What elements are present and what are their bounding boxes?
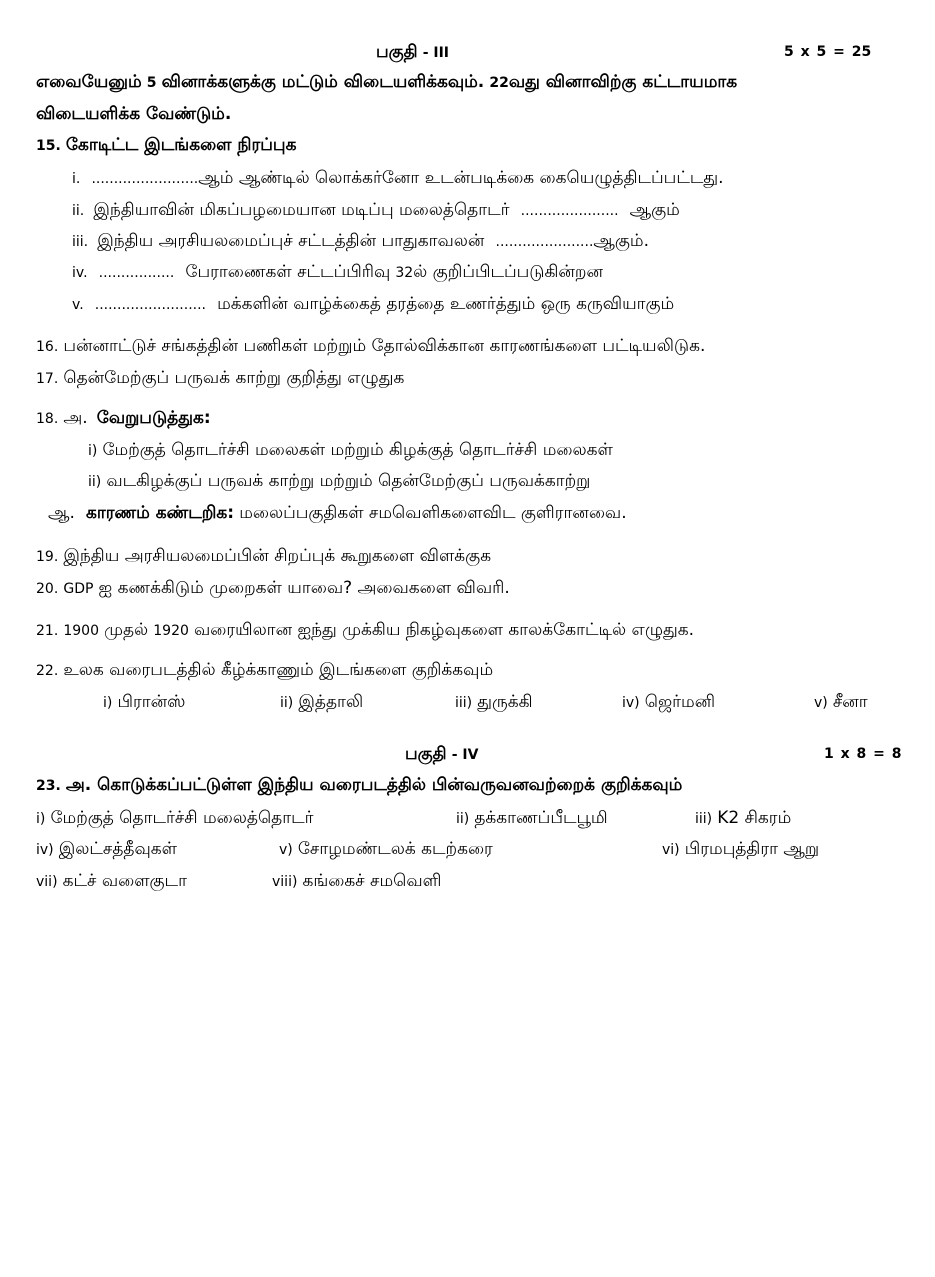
part-label: அ.: [63, 408, 88, 428]
item-number: vii): [36, 874, 58, 890]
question-text: கோடிட்ட இடங்களை நிரப்புக: [65, 135, 297, 155]
item-text: ஆகும்.: [593, 231, 649, 251]
item-text: பேராணைகள் சட்டப்பிரிவு: [185, 262, 391, 282]
instruction-text: எவையேனும்: [36, 72, 142, 92]
q22-option-v: [814, 692, 868, 714]
item-text: இலட்சத்தீவுகள்: [58, 839, 177, 859]
question-text: ஐ கணக்கிடும் முறைகள் யாவை? அவைகளை விவரி.: [98, 578, 510, 598]
item-text: மேற்குத் தொடர்ச்சி மலைத்தொடர்: [50, 808, 314, 828]
item-text: ஆம் ஆண்டில் லொக்கர்னோ உடன்படிக்கை கையெழுத்திடப்பட்டது.: [198, 168, 724, 188]
question-21: [36, 620, 694, 642]
part3-title: [376, 42, 449, 64]
option-number: iv): [622, 695, 640, 711]
question-15: [36, 135, 296, 157]
blank: ........................: [91, 171, 199, 187]
question-23: [36, 775, 682, 797]
option-text: ஜெர்மனி: [644, 692, 716, 712]
item-number: viii): [272, 874, 298, 890]
question-text: பன்னாட்டுச் சங்கத்தின் பணிகள் மற்றும் தோல்விக்கான காரணங்களை பட்டியலிடுக.: [63, 336, 706, 356]
q15-item-i: [72, 168, 724, 190]
question-number: 21.: [36, 623, 59, 639]
q18-item-ii: [88, 471, 590, 493]
part4-marks: 1 x 8 = 8: [824, 746, 902, 762]
option-text: பிரான்ஸ்: [117, 692, 186, 712]
option-text: சீனா: [832, 692, 868, 712]
item-text: கங்கைச் சமவெளி: [302, 871, 442, 891]
blank: ......................: [520, 203, 619, 219]
instruction-number: 5: [146, 75, 157, 91]
item-text: மேற்குத் தொடர்ச்சி மலைகள் மற்றும் கிழக்குத் தொடர்ச்சி மலைகள்: [102, 440, 613, 460]
question-text: வேறுபடுத்துக:: [96, 408, 211, 428]
q15-item-iii: [72, 231, 649, 253]
item-number: ii): [456, 811, 470, 827]
item-number: ii): [88, 474, 102, 490]
q23-item-v: [279, 839, 493, 861]
q23-item-vii: [36, 871, 187, 893]
q22-option-iii: [455, 692, 533, 714]
question-16: [36, 336, 705, 358]
question-number: 15.: [36, 138, 61, 154]
option-number: ii): [280, 695, 294, 711]
part3-title-word: பகுதி: [376, 42, 418, 62]
item-number: i): [36, 811, 46, 827]
item-text: K2 சிகரம்: [717, 808, 792, 828]
part4-title-num: - IV: [451, 747, 479, 763]
item-text: மக்களின் வாழ்க்கைத் தரத்தை உணர்த்தும் ஒரு கருவியாகும்: [217, 294, 675, 314]
question-number: 23.: [36, 778, 61, 794]
item-text: ஆகும்: [629, 200, 680, 220]
q23-item-iii: [695, 808, 791, 830]
blank: .................: [98, 265, 175, 281]
question-17: [36, 368, 404, 390]
item-number: iii.: [72, 234, 89, 250]
item-text: இந்தியாவின் மிகப்பழமையான மடிப்பு மலைத்தொடர்: [93, 200, 510, 220]
part3-instruction-line2: விடையளிக்க வேண்டும்.: [36, 104, 232, 124]
item-number: ii.: [72, 203, 85, 219]
q15-item-iv: [72, 262, 603, 284]
question-number: 17.: [36, 371, 59, 387]
question-text: உலக வரைபடத்தில் கீழ்க்காணும் இடங்களை குறிக்கவும்: [63, 660, 494, 680]
question-text: இந்திய அரசியலமைப்பின் சிறப்புக் கூறுகளை விளக்குக: [63, 546, 492, 566]
instruction-text: வது வினாவிற்கு கட்டாயமாக: [508, 72, 738, 92]
item-number: i): [88, 443, 98, 459]
q23-item-viii: [272, 871, 441, 893]
item-number: iv): [36, 842, 54, 858]
abbreviation: GDP: [63, 581, 94, 597]
question-text: வரையிலான ஐந்து முக்கிய நிகழ்வுகளை காலக்கோட்டில் எழுதுக.: [193, 620, 695, 640]
item-number: vi): [662, 842, 680, 858]
item-number: iii): [695, 811, 713, 827]
part-label: ஆ.: [48, 503, 75, 523]
q15-item-ii: [72, 200, 680, 222]
blank: .........................: [94, 297, 207, 313]
option-text: துருக்கி: [477, 692, 533, 712]
part3-marks: 5 x 5 = 25: [784, 44, 872, 60]
reason-label: காரணம் கண்டறிக:: [86, 503, 235, 523]
q23-item-i: [36, 808, 314, 830]
q18-item-i: [88, 440, 613, 462]
item-number: v.: [72, 297, 84, 313]
item-number: v): [279, 842, 293, 858]
year: 1920: [153, 623, 189, 639]
part3-instruction-line1: [36, 72, 737, 94]
question-number: 18.: [36, 411, 59, 427]
item-text: சோழமண்டலக் கடற்கரை: [297, 839, 493, 859]
part3-title-num: - III: [422, 45, 449, 61]
question-number: 20.: [36, 581, 59, 597]
item-number-inline: 32: [395, 265, 414, 281]
option-number: i): [103, 695, 113, 711]
question-number: 19.: [36, 549, 59, 565]
question-text: அ. கொடுக்கப்பட்டுள்ள இந்திய வரைபடத்தில் பின்வருவனவற்றைக் குறிக்கவும்: [65, 775, 683, 795]
item-text: தக்காணப்பீடபூமி: [474, 808, 608, 828]
question-18: [36, 408, 211, 430]
item-text: கட்ச் வளைகுடா: [62, 871, 187, 891]
reason-text: மலைப்பகுதிகள் சமவெளிகளைவிட குளிரானவை.: [239, 503, 627, 523]
year: 1900: [63, 623, 99, 639]
question-text: தென்மேற்குப் பருவக் காற்று குறித்து எழுதுக: [63, 368, 405, 388]
option-text: இத்தாலி: [298, 692, 364, 712]
item-text: இந்திய அரசியலமைப்புச் சட்டத்தின் பாதுகாவலன்: [97, 231, 485, 251]
option-number: v): [814, 695, 828, 711]
part4-title-word: பகுதி: [405, 744, 447, 764]
part4-title: [405, 744, 478, 766]
instruction-number: 22: [489, 75, 509, 91]
option-number: iii): [455, 695, 473, 711]
question-text: முதல்: [104, 620, 149, 640]
q22-option-ii: [280, 692, 363, 714]
item-text: ல் குறிப்பிடப்படுகின்றன: [413, 262, 603, 282]
item-text: வடகிழக்குப் பருவக் காற்று மற்றும் தென்மேற்குப் பருவக்காற்று: [106, 471, 591, 491]
question-22: [36, 660, 493, 682]
q23-item-ii: [456, 808, 608, 830]
instruction-text: வினாக்களுக்கு மட்டும் விடையளிக்கவும்.: [161, 72, 485, 92]
q22-option-i: [103, 692, 185, 714]
question-number: 16.: [36, 339, 59, 355]
q15-item-v: [72, 294, 674, 316]
blank: ......................: [495, 234, 594, 250]
q23-item-iv: [36, 839, 177, 861]
question-19: [36, 546, 491, 568]
question-20: [36, 578, 510, 600]
q23-item-vi: [662, 839, 819, 861]
question-number: 22.: [36, 663, 59, 679]
item-number: iv.: [72, 265, 88, 281]
item-text: பிரமபுத்திரா ஆறு: [684, 839, 820, 859]
q22-option-iv: [622, 692, 715, 714]
q18-reason: [48, 503, 627, 525]
item-number: i.: [72, 171, 81, 187]
